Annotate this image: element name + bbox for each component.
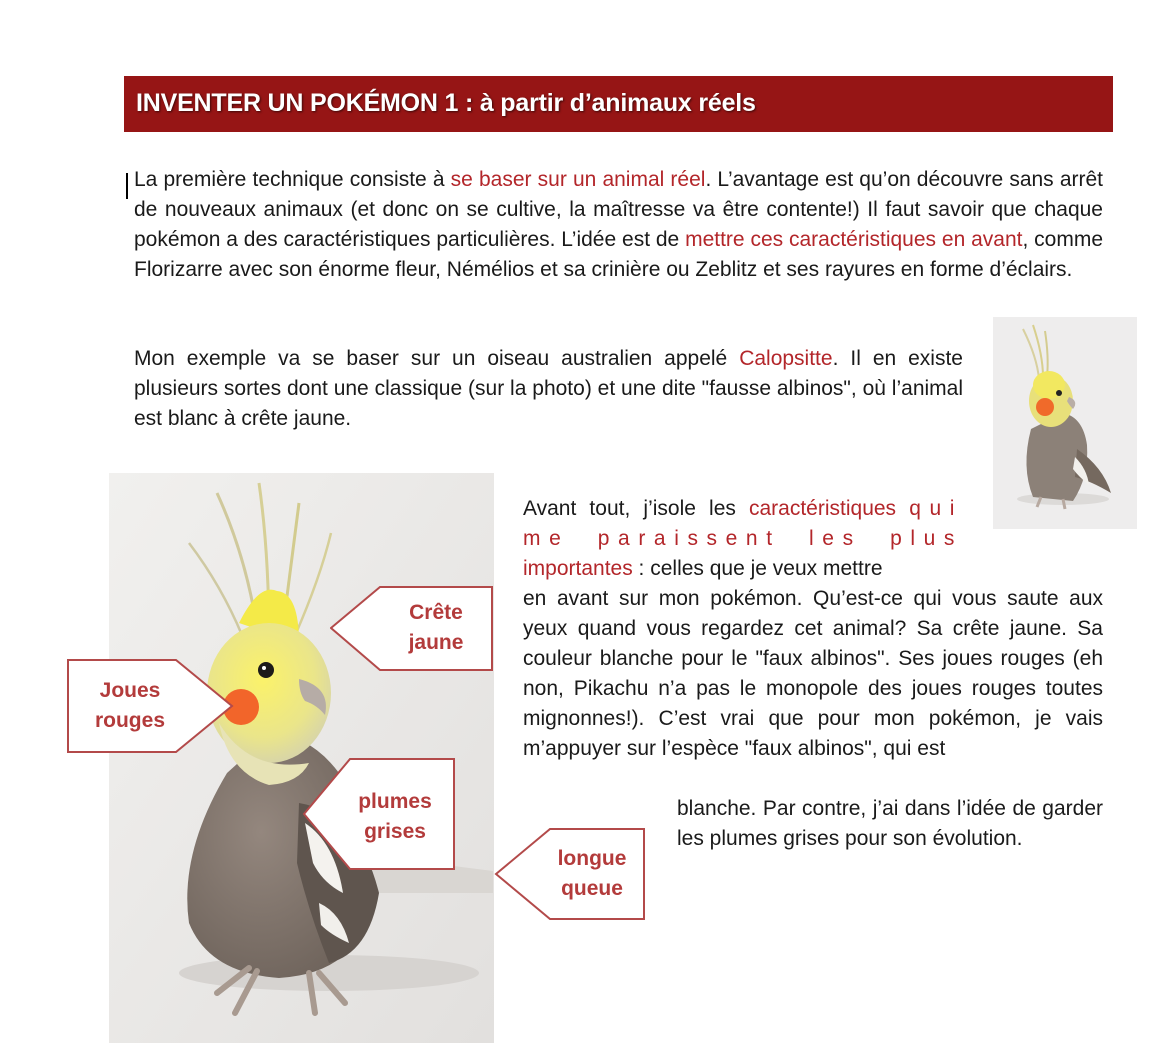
features-highlight-2: qui me paraissent les plus <box>523 497 964 550</box>
features-paragraph-top <box>523 494 963 584</box>
features-paragraph-middle: en avant sur mon pokémon. Qu’est-ce qui vous saute aux yeux quand vous regardez cet animal? Sa crête jaune. Sa couleur blanche pour le "faux albinos". Ses joues rouges (eh non, Pikachu n’a pas le monopole des joues rouges toutes mignonnes!). C’est vrai que pour mon pokémon, je vais m’appuyer sur l’espèce "faux albinos", qui est <box>523 587 1103 760</box>
callout-joues-line2: rouges <box>94 709 165 732</box>
callout-queue-line1: longue <box>557 847 627 870</box>
callout-crete-jaune <box>330 586 494 672</box>
intro-paragraph <box>134 165 1103 285</box>
title-bar <box>124 76 1113 132</box>
intro-text-1: La première technique consiste à <box>134 168 451 191</box>
callout-crete-line2: jaune <box>408 631 464 654</box>
callout-plumes-label <box>346 787 444 847</box>
callout-crete-label <box>388 598 484 658</box>
callout-joues-label <box>72 676 188 736</box>
example-highlight: Calopsitte <box>739 347 833 370</box>
intro-highlight-2: mettre ces caractéristiques en avant <box>685 228 1023 251</box>
features-highlight-3: importantes <box>523 557 633 580</box>
callout-queue-line2: queue <box>561 877 623 900</box>
callout-joues-rouges <box>66 658 234 754</box>
page-title: INVENTER UN POKÉMON 1 : à partir d’animaux réels <box>136 89 756 117</box>
callout-longue-queue <box>494 827 646 921</box>
intro-highlight-1: se baser sur un animal réel <box>450 168 706 191</box>
intro-text-3: , comme Florizarre avec son énorme fleur, Némélios et sa crinière ou Zeblitz et ses rayures en forme d’éclairs. <box>134 228 1104 281</box>
example-text-2: . Il en existe plusieurs sortes dont une classique (sur la photo) et une dite "fausse albinos", où l’animal est blanc à crête jaune. <box>134 347 963 430</box>
features-text-1: Avant tout, j’isole les <box>523 497 749 520</box>
callout-plumes-grises <box>302 757 456 871</box>
features-paragraph-bottom: blanche. Par contre, j’ai dans l’idée de garder les plumes grises pour son évolution. <box>677 797 1103 850</box>
example-paragraph <box>134 344 963 434</box>
callout-plumes-line2: grises <box>364 820 426 843</box>
callout-plumes-line1: plumes <box>358 790 432 813</box>
cockatiel-small-photo <box>993 317 1137 529</box>
callout-crete-line1: Crête <box>409 601 463 624</box>
text-cursor <box>126 173 128 199</box>
features-highlight-1: caractéristiques <box>749 497 897 520</box>
callout-queue-label <box>544 844 640 904</box>
callout-joues-line1: Joues <box>99 679 161 702</box>
example-text-1: Mon exemple va se baser sur un oiseau australien appelé <box>134 347 740 370</box>
features-text-2: : celles que je veux mettre <box>632 557 883 580</box>
intro-text-2: . L’avantage est qu’on découvre sans arrêt de nouveaux animaux (et donc on se cultive, la maîtresse va être contente!) Il faut savoir que chaque pokémon a des caractéristiques particulières. L’idée est de <box>134 168 1103 251</box>
